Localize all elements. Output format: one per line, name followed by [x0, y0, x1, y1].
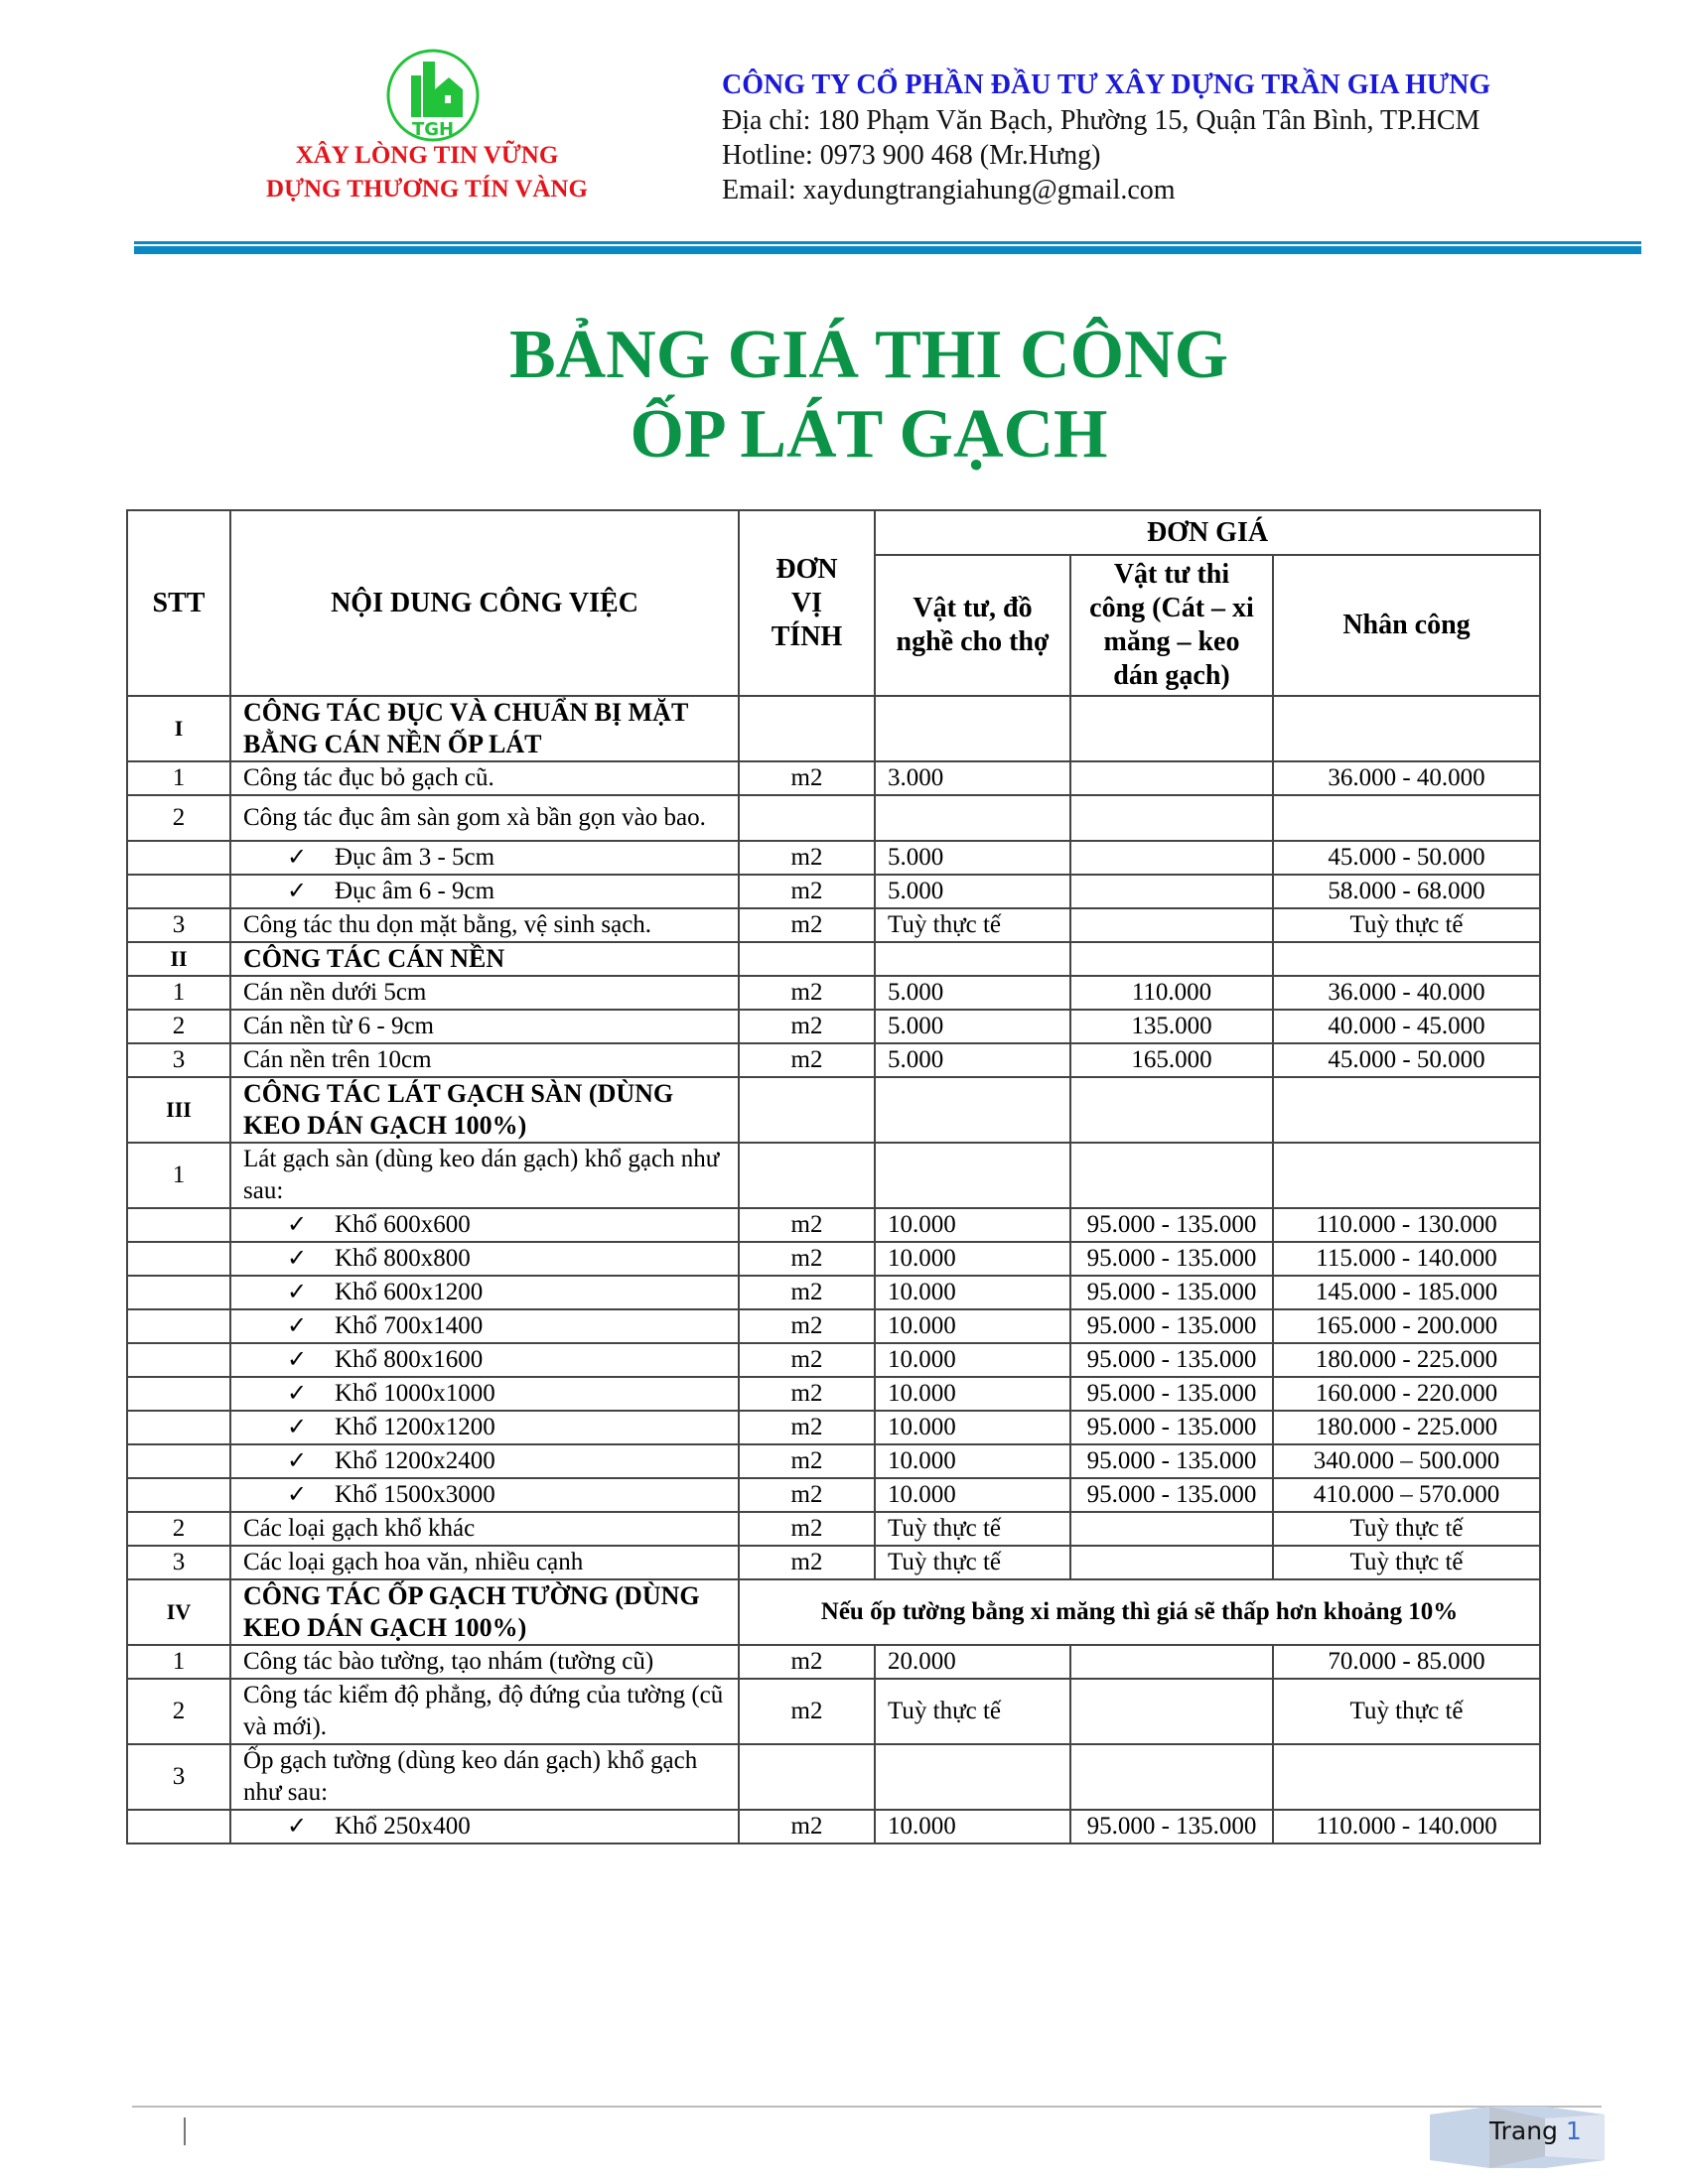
labor-cell: 36.000 - 40.000	[1273, 976, 1540, 1010]
header-materials-tools: Vật tư, đồ nghề cho thợ	[875, 555, 1070, 696]
construction-materials-cell: 95.000 - 135.000	[1070, 1444, 1273, 1478]
description-cell: CÔNG TÁC CÁN NỀN	[230, 942, 739, 976]
stt-cell	[127, 1208, 230, 1242]
section-row	[127, 1077, 1540, 1143]
labor-cell: 110.000 - 130.000	[1273, 1208, 1540, 1242]
stt-cell: IV	[127, 1579, 230, 1645]
construction-materials-cell	[1070, 696, 1273, 761]
labor-cell	[1273, 1744, 1540, 1810]
labor-cell: 340.000 – 500.000	[1273, 1444, 1540, 1478]
price-table-body	[127, 696, 1540, 1843]
labor-cell: 58.000 - 68.000	[1273, 875, 1540, 908]
construction-materials-cell: 95.000 - 135.000	[1070, 1377, 1273, 1411]
stt-cell: 2	[127, 1512, 230, 1546]
stt-cell: 3	[127, 1043, 230, 1077]
unit-cell	[739, 942, 875, 976]
materials-cell: 10.000	[875, 1242, 1070, 1276]
description-cell	[230, 875, 739, 908]
company-email[interactable]: Email: xaydungtrangiahung@gmail.com	[722, 175, 1176, 205]
checkmark-icon: ✓	[287, 1415, 308, 1440]
checkmark-icon: ✓	[287, 1313, 308, 1339]
construction-materials-cell	[1070, 761, 1273, 795]
materials-cell	[875, 795, 1070, 841]
construction-materials-cell: 95.000 - 135.000	[1070, 1343, 1273, 1377]
construction-materials-cell	[1070, 795, 1273, 841]
labor-cell: 115.000 - 140.000	[1273, 1242, 1540, 1276]
stt-cell: 2	[127, 1010, 230, 1043]
header-unit-price: ĐƠN GIÁ	[875, 510, 1540, 555]
materials-cell: 5.000	[875, 1010, 1070, 1043]
description-text: Khổ 1000x1000	[335, 1380, 495, 1407]
stt-cell	[127, 1343, 230, 1377]
materials-cell: 10.000	[875, 1444, 1070, 1478]
construction-materials-cell	[1070, 1143, 1273, 1208]
unit-cell: m2	[739, 1377, 875, 1411]
description-text: Khổ 600x600	[335, 1211, 471, 1238]
construction-materials-cell	[1070, 1512, 1273, 1546]
page-number: 1	[1565, 2116, 1582, 2145]
description-cell	[230, 1444, 739, 1478]
section-row	[127, 1579, 1540, 1645]
description-text: Khổ 600x1200	[335, 1279, 484, 1305]
section-row	[127, 696, 1540, 761]
unit-cell: m2	[739, 1309, 875, 1343]
description-text: Khổ 800x800	[335, 1245, 471, 1272]
unit-cell: m2	[739, 1043, 875, 1077]
description-cell: Cán nền dưới 5cm	[230, 976, 739, 1010]
stt-cell	[127, 841, 230, 875]
labor-cell: 70.000 - 85.000	[1273, 1645, 1540, 1679]
construction-materials-cell	[1070, 1546, 1273, 1579]
checkmark-icon: ✓	[287, 1280, 308, 1305]
labor-cell	[1273, 795, 1540, 841]
stt-cell	[127, 1377, 230, 1411]
description-cell: Công tác thu dọn mặt bằng, vệ sinh sạch.	[230, 908, 739, 942]
construction-materials-cell	[1070, 1679, 1273, 1744]
construction-materials-cell	[1070, 1077, 1273, 1143]
materials-cell: 10.000	[875, 1208, 1070, 1242]
materials-cell	[875, 1077, 1070, 1143]
construction-materials-cell: 165.000	[1070, 1043, 1273, 1077]
construction-materials-cell	[1070, 942, 1273, 976]
header-rule-thick	[134, 246, 1641, 254]
description-cell	[230, 1377, 739, 1411]
header-rule-thin	[134, 241, 1641, 244]
labor-cell: Tuỳ thực tế	[1273, 1512, 1540, 1546]
sub-item-row	[127, 1343, 1540, 1377]
materials-cell: 10.000	[875, 1343, 1070, 1377]
labor-cell	[1273, 1143, 1540, 1208]
item-row	[127, 1546, 1540, 1579]
labor-cell: 180.000 - 225.000	[1273, 1411, 1540, 1444]
materials-cell: 5.000	[875, 1043, 1070, 1077]
materials-cell	[875, 696, 1070, 761]
item-row	[127, 761, 1540, 795]
description-cell: Công tác bào tường, tạo nhám (tường cũ)	[230, 1645, 739, 1679]
stt-cell	[127, 1444, 230, 1478]
construction-materials-cell	[1070, 1645, 1273, 1679]
unit-cell	[739, 1077, 875, 1143]
header-stt: STT	[127, 510, 230, 696]
construction-materials-cell: 95.000 - 135.000	[1070, 1478, 1273, 1512]
description-text: Khổ 700x1400	[335, 1312, 484, 1339]
labor-cell: 145.000 - 185.000	[1273, 1276, 1540, 1309]
labor-cell: 45.000 - 50.000	[1273, 841, 1540, 875]
construction-materials-cell: 95.000 - 135.000	[1070, 1242, 1273, 1276]
sub-item-row	[127, 875, 1540, 908]
unit-cell	[739, 1744, 875, 1810]
checkmark-icon: ✓	[287, 1814, 308, 1840]
materials-cell: Tuỳ thực tế	[875, 908, 1070, 942]
stt-cell	[127, 1411, 230, 1444]
materials-cell: 5.000	[875, 841, 1070, 875]
construction-materials-cell: 110.000	[1070, 976, 1273, 1010]
unit-cell: m2	[739, 976, 875, 1010]
item-row	[127, 1010, 1540, 1043]
construction-materials-cell: 135.000	[1070, 1010, 1273, 1043]
stt-cell	[127, 875, 230, 908]
labor-cell	[1273, 942, 1540, 976]
price-table	[126, 509, 1541, 1844]
description-text: Khổ 1200x1200	[335, 1414, 495, 1440]
description-text: Khổ 1200x2400	[335, 1447, 495, 1474]
page-number-text	[1489, 2116, 1582, 2145]
description-text: Đục âm 6 - 9cm	[335, 878, 495, 904]
header-construction-materials: Vật tư thi công (Cát – xi măng – keo dán gạch)	[1070, 555, 1273, 696]
construction-materials-cell: 95.000 - 135.000	[1070, 1208, 1273, 1242]
construction-materials-cell: 95.000 - 135.000	[1070, 1309, 1273, 1343]
unit-cell: m2	[739, 1512, 875, 1546]
unit-cell: m2	[739, 1645, 875, 1679]
stt-cell: 1	[127, 1143, 230, 1208]
unit-cell: m2	[739, 1010, 875, 1043]
description-cell: Cán nền trên 10cm	[230, 1043, 739, 1077]
header-content: NỘI DUNG CÔNG VIỆC	[230, 510, 739, 696]
company-logo-icon	[383, 46, 483, 145]
sub-item-row	[127, 1411, 1540, 1444]
item-row	[127, 976, 1540, 1010]
header-labor: Nhân công	[1273, 555, 1540, 696]
stt-cell: 3	[127, 908, 230, 942]
description-cell: Các loại gạch khổ khác	[230, 1512, 739, 1546]
labor-cell: Tuỳ thực tế	[1273, 908, 1540, 942]
checkmark-icon: ✓	[287, 845, 308, 871]
materials-cell: 10.000	[875, 1276, 1070, 1309]
item-row	[127, 1512, 1540, 1546]
description-cell: Ốp gạch tường (dùng keo dán gạch) khổ gạch như sau:	[230, 1744, 739, 1810]
checkmark-icon: ✓	[287, 1381, 308, 1407]
footer-rule	[132, 2106, 1602, 2108]
unit-cell	[739, 795, 875, 841]
stt-cell: 2	[127, 1679, 230, 1744]
labor-cell	[1273, 696, 1540, 761]
stt-cell: 2	[127, 795, 230, 841]
construction-materials-cell	[1070, 841, 1273, 875]
company-slogan	[233, 139, 621, 206]
materials-cell	[875, 1143, 1070, 1208]
checkmark-icon: ✓	[287, 1347, 308, 1373]
materials-cell: 10.000	[875, 1478, 1070, 1512]
page-number-badge	[1430, 2107, 1605, 2168]
stt-cell: 3	[127, 1546, 230, 1579]
slogan-line-1: XÂY LÒNG TIN VỮNG	[295, 142, 559, 169]
item-row	[127, 908, 1540, 942]
footer-marker	[184, 2117, 186, 2145]
sub-item-row	[127, 1242, 1540, 1276]
sub-item-row	[127, 1444, 1540, 1478]
materials-cell: 5.000	[875, 875, 1070, 908]
description-cell	[230, 1309, 739, 1343]
unit-cell: m2	[739, 761, 875, 795]
stt-cell	[127, 1309, 230, 1343]
note-cell: Nếu ốp tường bằng xi măng thì giá sẽ thấp hơn khoảng 10%	[739, 1579, 1540, 1645]
title-line-2: ỐP LÁT GẠCH	[630, 396, 1108, 473]
header-unit: ĐƠN VỊ TÍNH	[739, 510, 875, 696]
labor-cell: 165.000 - 200.000	[1273, 1309, 1540, 1343]
unit-cell: m2	[739, 1444, 875, 1478]
description-cell	[230, 1810, 739, 1843]
description-cell	[230, 1208, 739, 1242]
stt-cell: III	[127, 1077, 230, 1143]
description-cell	[230, 1478, 739, 1512]
svg-text:TGH: TGH	[411, 119, 455, 140]
description-cell	[230, 841, 739, 875]
sub-item-row	[127, 1377, 1540, 1411]
labor-cell: Tuỳ thực tế	[1273, 1679, 1540, 1744]
sub-item-row	[127, 1276, 1540, 1309]
description-cell: CÔNG TÁC LÁT GẠCH SÀN (DÙNG KEO DÁN GẠCH 100%)	[230, 1077, 739, 1143]
document-title	[0, 316, 1688, 475]
unit-cell: m2	[739, 1679, 875, 1744]
materials-cell	[875, 1744, 1070, 1810]
unit-cell: m2	[739, 1411, 875, 1444]
stt-cell: 1	[127, 1645, 230, 1679]
description-cell: CÔNG TÁC ĐỤC VÀ CHUẨN BỊ MẶT BẰNG CÁN NỀN ỐP LÁT	[230, 696, 739, 761]
description-cell	[230, 1242, 739, 1276]
checkmark-icon: ✓	[287, 1482, 308, 1508]
company-address: Địa chỉ: 180 Phạm Văn Bạch, Phường 15, Quận Tân Bình, TP.HCM	[722, 105, 1480, 136]
materials-cell: 10.000	[875, 1309, 1070, 1343]
unit-cell	[739, 696, 875, 761]
materials-cell: 5.000	[875, 976, 1070, 1010]
labor-cell: 180.000 - 225.000	[1273, 1343, 1540, 1377]
description-text: Đục âm 3 - 5cm	[335, 844, 495, 871]
stt-cell: II	[127, 942, 230, 976]
unit-cell	[739, 1143, 875, 1208]
construction-materials-cell: 95.000 - 135.000	[1070, 1411, 1273, 1444]
item-row	[127, 1043, 1540, 1077]
materials-cell: Tuỳ thực tế	[875, 1512, 1070, 1546]
checkmark-icon: ✓	[287, 1246, 308, 1272]
stt-cell	[127, 1242, 230, 1276]
materials-cell: 10.000	[875, 1411, 1070, 1444]
checkmark-icon: ✓	[287, 879, 308, 904]
stt-cell	[127, 1478, 230, 1512]
materials-cell: Tuỳ thực tế	[875, 1679, 1070, 1744]
description-text: Khổ 800x1600	[335, 1346, 484, 1373]
construction-materials-cell	[1070, 1744, 1273, 1810]
item-row	[127, 1143, 1540, 1208]
company-info	[722, 68, 1655, 207]
stt-cell: 1	[127, 976, 230, 1010]
description-text: Khổ 1500x3000	[335, 1481, 495, 1508]
sub-item-row	[127, 1309, 1540, 1343]
slogan-line-2: DỰNG THƯƠNG TÍN VÀNG	[266, 176, 588, 203]
description-cell: CÔNG TÁC ỐP GẠCH TƯỜNG (DÙNG KEO DÁN GẠCH 100%)	[230, 1579, 739, 1645]
description-cell: Các loại gạch hoa văn, nhiều cạnh	[230, 1546, 739, 1579]
construction-materials-cell	[1070, 875, 1273, 908]
unit-cell: m2	[739, 875, 875, 908]
labor-cell	[1273, 1077, 1540, 1143]
stt-cell: I	[127, 696, 230, 761]
sub-item-row	[127, 1478, 1540, 1512]
item-row	[127, 1645, 1540, 1679]
unit-cell: m2	[739, 841, 875, 875]
materials-cell: Tuỳ thực tế	[875, 1546, 1070, 1579]
unit-cell: m2	[739, 1208, 875, 1242]
stt-cell: 3	[127, 1744, 230, 1810]
stt-cell	[127, 1276, 230, 1309]
stt-cell: 1	[127, 761, 230, 795]
unit-cell: m2	[739, 1276, 875, 1309]
labor-cell: 40.000 - 45.000	[1273, 1010, 1540, 1043]
checkmark-icon: ✓	[287, 1448, 308, 1474]
description-cell: Cán nền từ 6 - 9cm	[230, 1010, 739, 1043]
materials-cell: 10.000	[875, 1377, 1070, 1411]
materials-cell: 20.000	[875, 1645, 1070, 1679]
description-cell	[230, 1411, 739, 1444]
construction-materials-cell	[1070, 908, 1273, 942]
construction-materials-cell: 95.000 - 135.000	[1070, 1810, 1273, 1843]
section-row	[127, 942, 1540, 976]
description-cell: Công tác đục bỏ gạch cũ.	[230, 761, 739, 795]
sub-item-row	[127, 1810, 1540, 1843]
unit-cell: m2	[739, 1343, 875, 1377]
description-cell: Công tác đục âm sàn gom xà bần gọn vào bao.	[230, 795, 739, 841]
description-cell: Công tác kiểm độ phẳng, độ đứng của tường (cũ và mới).	[230, 1679, 739, 1744]
description-cell	[230, 1343, 739, 1377]
description-cell	[230, 1276, 739, 1309]
materials-cell: 10.000	[875, 1810, 1070, 1843]
unit-cell: m2	[739, 1478, 875, 1512]
labor-cell: 410.000 – 570.000	[1273, 1478, 1540, 1512]
item-row	[127, 795, 1540, 841]
page-label: Trang	[1489, 2116, 1558, 2145]
labor-cell: 110.000 - 140.000	[1273, 1810, 1540, 1843]
labor-cell: 160.000 - 220.000	[1273, 1377, 1540, 1411]
item-row	[127, 1744, 1540, 1810]
description-cell: Lát gạch sàn (dùng keo dán gạch) khổ gạch như sau:	[230, 1143, 739, 1208]
unit-cell: m2	[739, 908, 875, 942]
unit-cell: m2	[739, 1546, 875, 1579]
sub-item-row	[127, 1208, 1540, 1242]
sub-item-row	[127, 841, 1540, 875]
description-text: Khổ 250x400	[335, 1813, 471, 1840]
materials-cell	[875, 942, 1070, 976]
checkmark-icon: ✓	[287, 1212, 308, 1238]
stt-cell	[127, 1810, 230, 1843]
labor-cell: 36.000 - 40.000	[1273, 761, 1540, 795]
company-name: CÔNG TY CỔ PHẦN ĐẦU TƯ XÂY DỰNG TRẦN GIA HƯNG	[722, 69, 1491, 100]
company-hotline: Hotline: 0973 900 468 (Mr.Hưng)	[722, 140, 1101, 171]
title-line-1: BẢNG GIÁ THI CÔNG	[508, 317, 1229, 393]
labor-cell: 45.000 - 50.000	[1273, 1043, 1540, 1077]
item-row	[127, 1679, 1540, 1744]
unit-cell: m2	[739, 1242, 875, 1276]
labor-cell: Tuỳ thực tế	[1273, 1546, 1540, 1579]
construction-materials-cell: 95.000 - 135.000	[1070, 1276, 1273, 1309]
unit-cell: m2	[739, 1810, 875, 1843]
materials-cell: 3.000	[875, 761, 1070, 795]
